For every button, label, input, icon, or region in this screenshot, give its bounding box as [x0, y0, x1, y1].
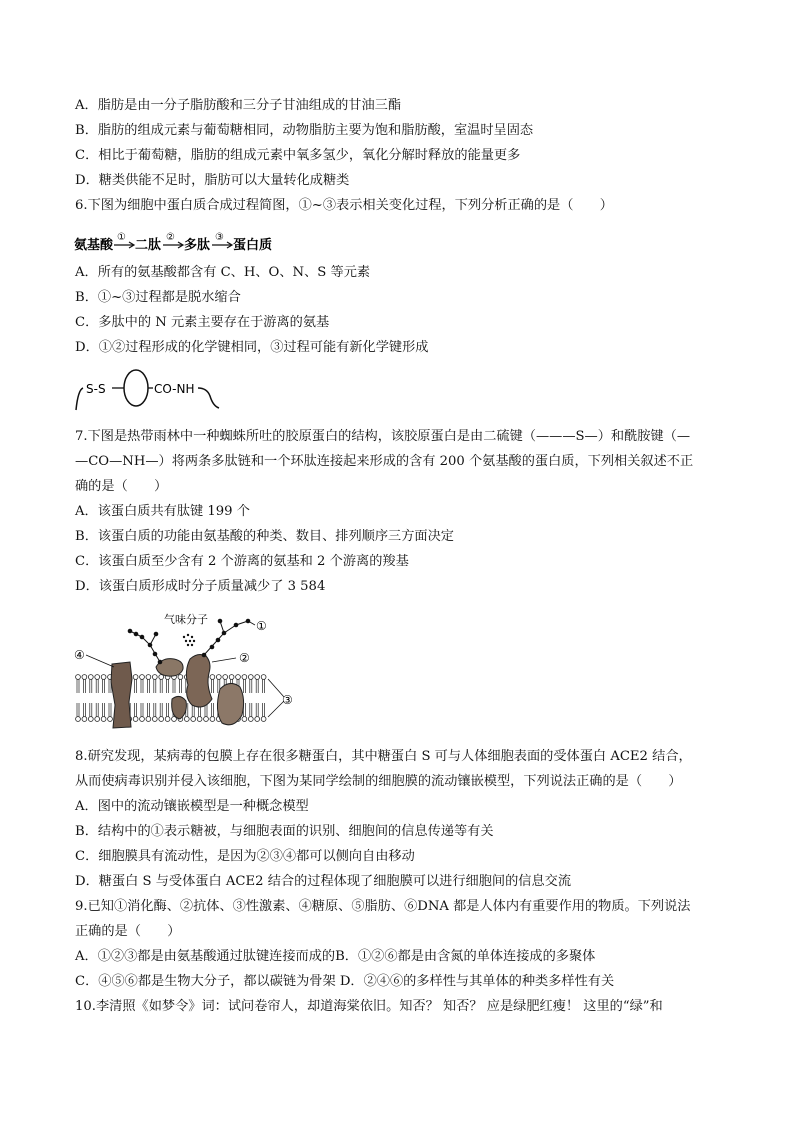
q7-option-d: D．该蛋白质形成时分子质量减少了 3 584	[75, 579, 326, 594]
disulfide-bond-label: S-S	[86, 382, 106, 396]
flow-step-1: ①	[117, 232, 126, 243]
q7-option-c: C．该蛋白质至少含有 2 个游离的氨基和 2 个游离的羧基	[75, 554, 409, 569]
phospholipid-head-lower	[82, 703, 87, 721]
phospholipid-head-lower	[261, 703, 266, 721]
phospholipid-head-upper	[248, 675, 253, 693]
label-1: ①	[256, 619, 267, 633]
protein-2-glycoprotein	[186, 655, 212, 707]
phospholipid-head-upper	[172, 675, 177, 693]
phospholipid-head-lower	[88, 703, 93, 721]
phospholipid-head-lower	[255, 703, 260, 721]
phospholipid-head-upper	[140, 675, 145, 693]
q8-stem-line-2: 从而使病毒识别并侵入该细胞，下图为某同学绘制的细胞膜的流动镶嵌模型，下列说法正确的是（ ）	[75, 774, 682, 789]
chain-left	[76, 388, 83, 410]
q9-stem-line-1: 9.已知①消化酶、②抗体、③性激素、④糖原、⑤脂肪、⑥DNA 都是人体内有重要作用的物质。下列说法	[75, 899, 691, 914]
phospholipid-head-lower	[101, 703, 106, 721]
phospholipid-head-upper	[242, 675, 247, 693]
inner-protein	[172, 696, 187, 719]
leader-4	[86, 655, 114, 667]
phospholipid-head-lower	[248, 703, 253, 721]
cyclic-peptide-ring	[124, 370, 148, 406]
q9-stem-line-2: 正确的是（ ）	[75, 924, 181, 939]
label-4: ④	[74, 648, 85, 662]
q6-option-b: B．①~③过程都是脱水缩合	[75, 290, 241, 305]
q5-option-b: B．脂肪的组成元素与葡萄糖相同，动物脂肪主要为饱和脂肪酸，室温时呈固态	[75, 123, 534, 138]
phospholipid-head-upper	[255, 675, 260, 693]
phospholipid-head-lower	[108, 703, 113, 721]
q8-option-b: B．结构中的①表示糖被，与细胞表面的识别、细胞间的信息传递等有关	[75, 824, 494, 839]
phospholipid-head-lower	[140, 703, 145, 721]
q7-stem-line-2: —CO—NH—）将两条多肽链和一个环肽连接起来形成的含有 200 个氨基酸的蛋白质，下列相关叙述不正	[75, 454, 694, 469]
q10-stem-line-1: 10.李清照《如梦令》词：试问卷帘人，却道海棠依旧。知否？ 知否？ 应是绿肥红瘦！ 这里的“绿”和	[75, 999, 663, 1014]
collagen-structure-figure	[74, 366, 224, 416]
phospholipid-head-upper	[152, 675, 157, 693]
fluid-mosaic-membrane-figure	[72, 607, 302, 735]
embedded-protein	[217, 683, 243, 724]
glycocalyx-left	[128, 629, 163, 665]
q7-stem-line-3: 确的是（ ）	[75, 479, 168, 494]
flow-dipeptide: 二肽	[135, 238, 162, 253]
phospholipid-head-upper	[76, 675, 81, 693]
q6-option-c: C．多肽中的 N 元素主要存在于游离的氨基	[75, 315, 330, 330]
q7-stem-line-1: 7.下图是热带雨林中一种蜘蛛所吐的胶原蛋白的结构，该胶原蛋白是由二硫键（———S—）和酰胺键（—	[75, 429, 691, 444]
phospholipid-head-upper	[82, 675, 87, 693]
flow-amino-acid: 氨基酸	[74, 238, 114, 253]
q6-option-d: D．①②过程形成的化学键相同，③过程可能有新化学键形成	[75, 340, 429, 355]
chain-right	[198, 388, 219, 408]
phospholipid-head-upper	[133, 675, 138, 693]
phospholipid-head-upper	[88, 675, 93, 693]
phospholipid-head-lower	[159, 703, 164, 721]
flow-protein: 蛋白质	[233, 238, 273, 253]
q8-option-d: D．糖蛋白 S 与受体蛋白 ACE2 结合的过程体现了细胞膜可以进行细胞间的信息交流	[75, 874, 572, 889]
q7-option-a: A．该蛋白质共有肽键 199 个	[75, 504, 250, 519]
q9-option-cd: C．④⑤⑥都是生物大分子，都以碳链为骨架 D．②④⑥的多样性与其单体的种类多样性有关	[75, 974, 615, 989]
phospholipid-head-upper	[159, 675, 164, 693]
q7-option-b: B．该蛋白质的功能由氨基酸的种类、数目、排列顺序三方面决定	[75, 529, 454, 544]
odor-molecules	[183, 634, 195, 646]
odor-molecule-label: 气味分子	[164, 613, 208, 626]
flow-step-2: ②	[166, 232, 175, 243]
phospholipid-head-lower	[210, 703, 215, 721]
q5-option-a: A．脂肪是由一分子脂肪酸和三分子甘油组成的甘油三酯	[75, 98, 402, 113]
q9-option-ab: A．①②③都是由氨基酸通过肽键连接而成的B．①②⑥都是由含氮的单体连接成的多聚体	[75, 949, 596, 964]
phospholipid-head-lower	[76, 703, 81, 721]
label-2: ②	[239, 651, 250, 665]
q5-option-c: C．相比于葡萄糖，脂肪的组成元素中氧多氢少，氧化分解时释放的能量更多	[75, 148, 521, 163]
phospholipid-head-upper	[178, 675, 183, 693]
q8-option-c: C．细胞膜具有流动性，是因为②③④都可以侧向自由移动	[75, 849, 415, 864]
q6-stem: 6.下图为细胞中蛋白质合成过程简图，①~③表示相关变化过程，下列分析正确的是（ ）	[75, 198, 613, 213]
leader-2	[212, 658, 236, 662]
q8-option-a: A．图中的流动镶嵌模型是一种概念模型	[75, 799, 309, 814]
label-3: ③	[282, 693, 293, 707]
protein-4-channel	[111, 662, 132, 728]
phospholipid-head-upper	[101, 675, 106, 693]
phospholipid-head-lower	[146, 703, 151, 721]
q8-stem-line-1: 8.研究发现，某病毒的包膜上存在很多糖蛋白，其中糖蛋白 S 可与人体细胞表面的受体蛋白 ACE2 结合，	[75, 749, 692, 764]
phospholipid-head-upper	[146, 675, 151, 693]
phospholipid-head-upper	[261, 675, 266, 693]
q5-option-d: D．糖类供能不足时，脂肪可以大量转化成糖类	[75, 173, 350, 188]
phospholipid-head-lower	[95, 703, 100, 721]
amide-bond-label: CO-NH	[154, 382, 195, 396]
phospholipid-head-lower	[152, 703, 157, 721]
q6-option-a: A．所有的氨基酸都含有 C、H、O、N、S 等元素	[75, 265, 371, 280]
phospholipid-head-lower	[165, 703, 170, 721]
flow-polypeptide: 多肽	[184, 238, 211, 253]
phospholipid-head-upper	[165, 675, 170, 693]
flow-step-3: ③	[215, 232, 224, 243]
phospholipid-head-lower	[133, 703, 138, 721]
phospholipid-head-upper	[95, 675, 100, 693]
phospholipid-head-upper	[210, 675, 215, 693]
protein-synthesis-flow-diagram	[74, 226, 274, 258]
